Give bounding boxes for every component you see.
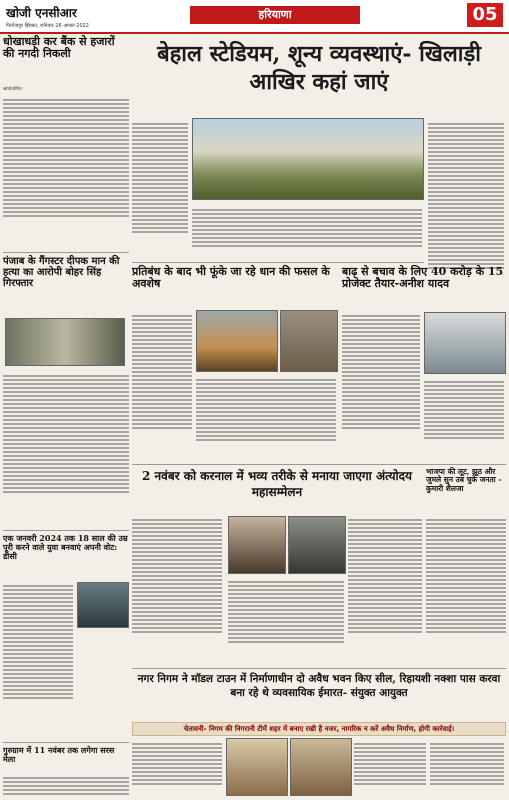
masthead [0, 0, 509, 34]
fire-body [132, 313, 192, 463]
stadium-photo [192, 118, 424, 200]
lead-body-col1 [132, 121, 188, 261]
story-body-lines [3, 373, 129, 528]
lead-body-under-photo [192, 207, 422, 261]
warning-strip: चेतावनी- निगम की निगरानी टीमें शहर में बनाए रखी है नजर, नागरिक न करें अवैध निर्माण, होगी कार्रवाई। [132, 722, 506, 736]
story-saras-mela [3, 746, 129, 770]
flood-body-2 [424, 379, 504, 463]
story-headline-karnal: 2 नवंबर को करनाल में भव्य तरीके से मनाया जाएगा अंत्योदय महासम्मेलन [141, 469, 412, 499]
bjp-body [426, 517, 506, 667]
story-headline: गुरुग्राम में 11 नवंबर तक लगेगा सरस मेला [3, 745, 115, 764]
story-bank-fraud [3, 36, 129, 84]
story-headline: धोखाधड़ी कर बैंक से हजारों की नगदी निकली [3, 35, 115, 61]
nagar-body-2 [354, 741, 426, 799]
portrait-photo [228, 516, 286, 574]
brand-name: खोजी एनसीआर [6, 6, 77, 20]
section-banner: हरियाणा [190, 6, 360, 24]
story-headline: पंजाब के गैंगस्टर दीपक मान की हत्या का आरोपी बोहर सिंह गिरफ्तार [3, 256, 120, 290]
story-body-lines [3, 97, 129, 247]
lead-headline: बेहाल स्टेडियम, शून्य व्यवस्थाएं- खिलाड़ी आखिर कहां जाएं [157, 41, 481, 95]
building-photo-1 [226, 738, 288, 796]
story-body-lines [3, 583, 73, 743]
karnal-body-3 [348, 517, 422, 667]
story-byline: खोजी/ब्रीफिंग [3, 86, 23, 91]
karnal-body-1 [132, 517, 222, 667]
story-gangster [3, 256, 129, 312]
dateline: फिरोजपुर झिरका, शनिवार 26 अगस्त 2022 [6, 23, 89, 29]
story-body-lines [3, 775, 129, 799]
left-column [3, 34, 129, 796]
story-headline-nagar-nigam: नगर निगम ने मॉडल टाउन में निर्माणाधीन दो अवैध भवन किए सील, रिहायशी नक्शा पास करवा बना रहे थे व्यवसायिक ईमारत- संयुक्त आयुक्त [137, 673, 501, 699]
karnal-body-2 [228, 579, 344, 667]
flood-body [342, 313, 420, 463]
field-photo [280, 310, 338, 372]
divider [3, 736, 129, 740]
masthead-left [6, 4, 156, 29]
nagar-body-1 [132, 741, 222, 799]
page-number: 05 [467, 3, 503, 27]
portrait-photo-2 [288, 516, 346, 574]
story-headline: एक जनवरी 2024 तक 18 साल की उम्र पूरी करने वाले युवा बनवाएं अपनी वोट: डीसी [3, 533, 128, 561]
main-area [132, 34, 506, 796]
story-headline-flood: बाढ़ से बचाव के लिए 40 करोड़ के 15 प्रोजेक्ट तैयार-अनीश यादव [342, 265, 504, 291]
fire-body-2 [196, 377, 336, 463]
stubble-burning-photo [196, 310, 278, 372]
divider [132, 464, 506, 465]
story-headline-fire: प्रतिबंध के बाद भी फूंके जा रहे धान की फसल के अवशेष [132, 265, 330, 291]
divider [132, 668, 506, 669]
official-portrait [77, 582, 129, 628]
story-headline-bjp: भाजपा की लूट, झूठ और जुमले सुन उब चुके जनता - कुमारी शैलजा [426, 467, 502, 493]
news-photo [5, 318, 125, 366]
story-voter [3, 534, 129, 574]
divider [3, 530, 129, 531]
divider [3, 742, 129, 743]
building-photo-2 [290, 738, 352, 796]
divider [132, 262, 424, 263]
divider [3, 252, 129, 253]
meeting-photo [424, 312, 506, 374]
nagar-body-3 [430, 741, 504, 799]
